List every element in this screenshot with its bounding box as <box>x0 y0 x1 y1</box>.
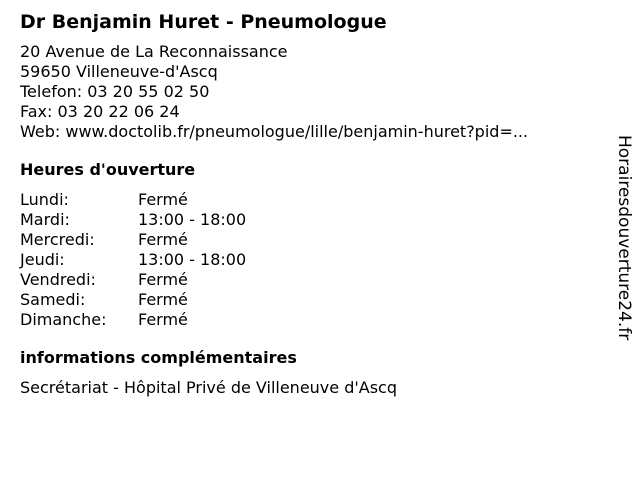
hours-row-vendredi <box>20 270 610 290</box>
address-line-2: 59650 Villeneuve-d'Ascq <box>20 62 218 81</box>
fax-row <box>20 102 610 122</box>
info-text: Secrétariat - Hôpital Privé de Villeneuve d'Ascq <box>20 378 397 397</box>
address-line-1: 20 Avenue de La Reconnaissance <box>20 42 288 61</box>
phone-label: Telefon: <box>20 82 83 101</box>
fax-number: 03 20 22 06 24 <box>57 102 180 121</box>
hours-day: Mardi: <box>20 210 70 229</box>
hours-value: Fermé <box>138 230 188 249</box>
hours-value: Fermé <box>138 190 188 209</box>
web-label: Web: <box>20 122 61 141</box>
brand-watermark: Horairesdouverture24.fr <box>614 135 634 341</box>
hours-heading: Heures d'ouverture <box>20 160 196 179</box>
hours-value: Fermé <box>138 310 188 329</box>
hours-day: Lundi: <box>20 190 69 209</box>
hours-value: 13:00 - 18:00 <box>138 210 247 229</box>
hours-row-mercredi <box>20 230 610 250</box>
hours-day: Mercredi: <box>20 230 95 249</box>
hours-row-lundi <box>20 190 610 210</box>
hours-row-mardi <box>20 210 610 230</box>
hours-day: Dimanche: <box>20 310 107 329</box>
hours-value: Fermé <box>138 270 188 289</box>
hours-row-samedi <box>20 290 610 310</box>
page-title: Dr Benjamin Huret - Pneumologue <box>20 11 387 33</box>
hours-value: 13:00 - 18:00 <box>138 250 247 269</box>
doctor-card <box>20 10 610 398</box>
phone-row <box>20 82 610 102</box>
hours-row-jeudi <box>20 250 610 270</box>
fax-label: Fax: <box>20 102 53 121</box>
phone-number[interactable]: 03 20 55 02 50 <box>87 82 210 101</box>
hours-table <box>20 190 610 330</box>
hours-row-dimanche <box>20 310 610 330</box>
info-heading: informations complémentaires <box>20 348 297 367</box>
web-link[interactable]: www.doctolib.fr/pneumologue/lille/benjamin-huret?pid=... <box>65 122 529 141</box>
hours-day: Jeudi: <box>20 250 65 269</box>
hours-day: Vendredi: <box>20 270 96 289</box>
hours-day: Samedi: <box>20 290 86 309</box>
web-row <box>20 122 610 142</box>
hours-value: Fermé <box>138 290 188 309</box>
